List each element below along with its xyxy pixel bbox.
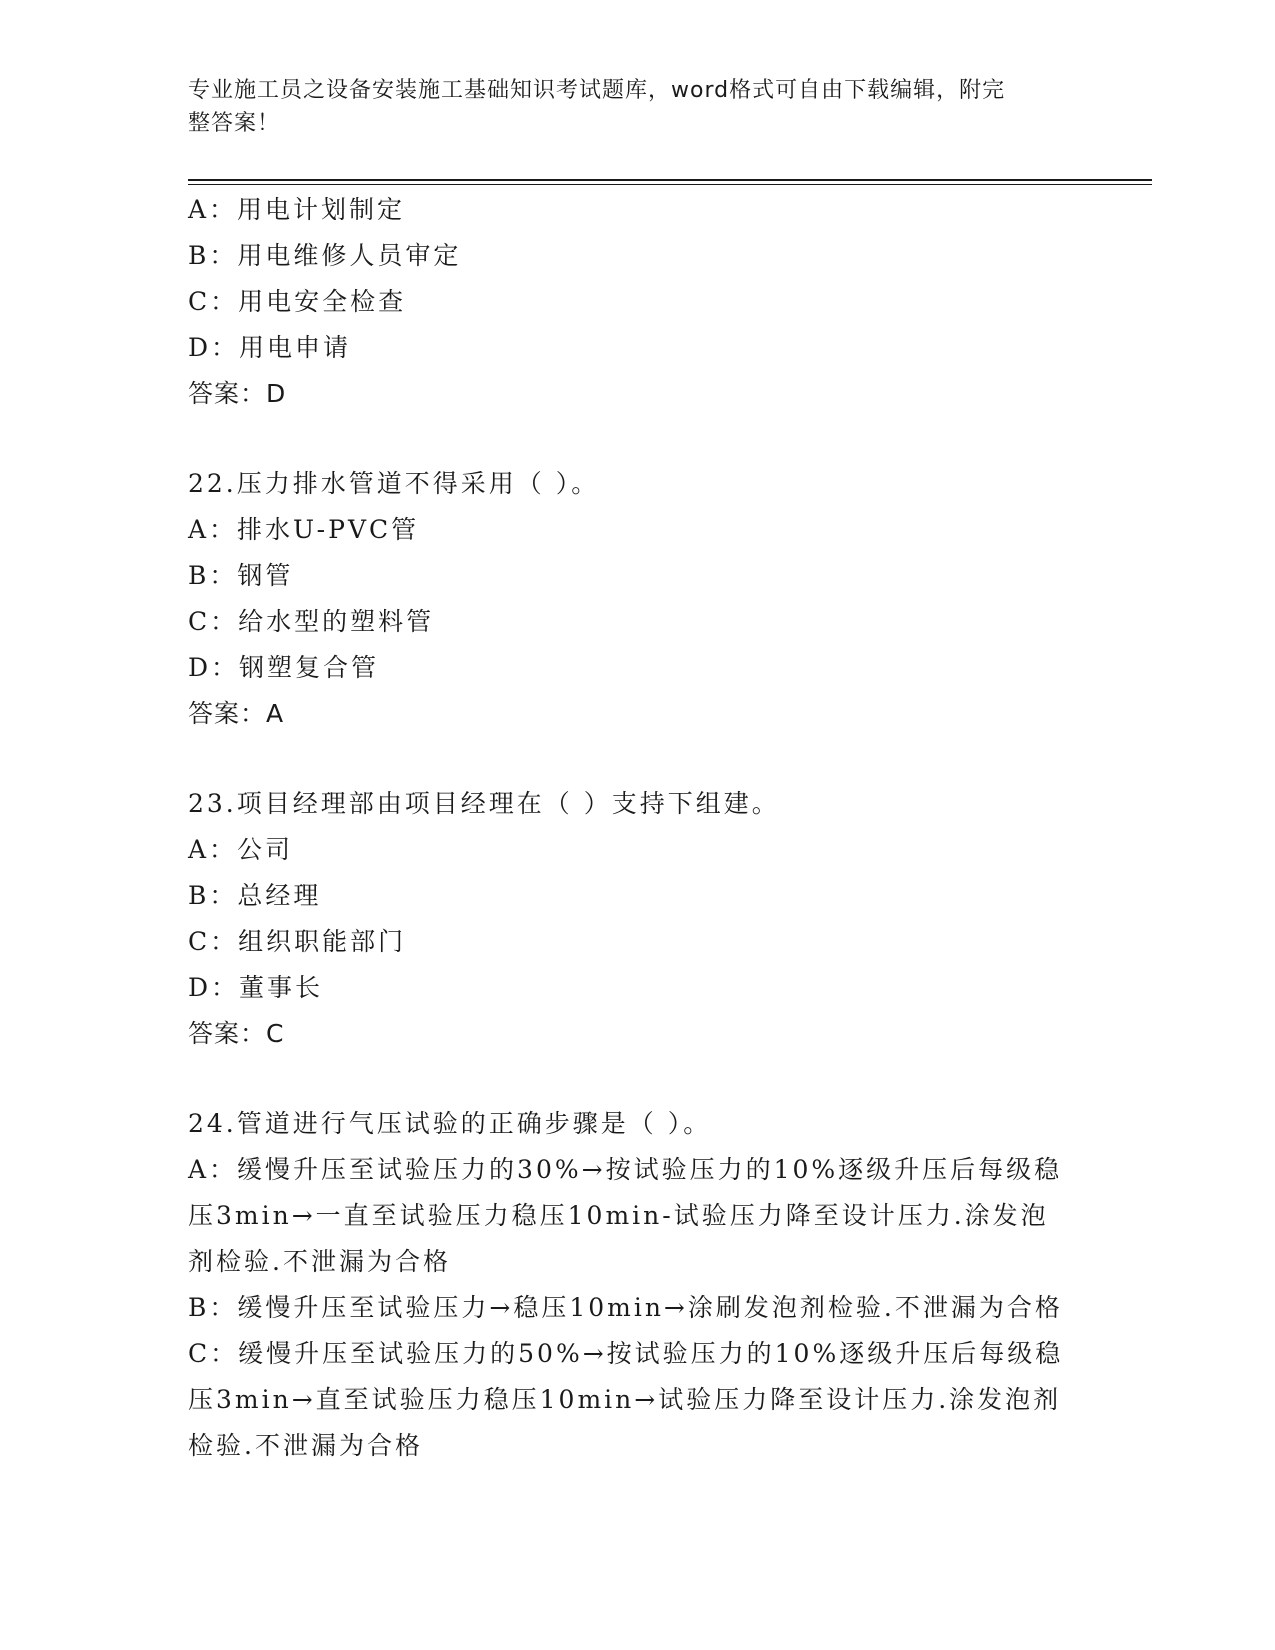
question-23	[188, 781, 1088, 1057]
option-c: C：用电安全检查	[188, 287, 407, 316]
answer: 答案：D	[188, 379, 287, 408]
option-b: B：钢管	[188, 561, 294, 590]
option-a: A：公司	[188, 835, 294, 864]
option-d: D：用电申请	[188, 333, 352, 362]
option-c-line-2: 压3min→直至试验压力稳压10min→试验压力降至设计压力.涂发泡剂	[188, 1385, 1062, 1414]
option-a-line-3: 剂检验.不泄漏为合格	[188, 1247, 451, 1276]
option-b: B：总经理	[188, 881, 322, 910]
option-a-line-2: 压3min→一直至试验压力稳压10min-试验压力降至设计压力.涂发泡	[188, 1201, 1049, 1230]
option-c-line-3: 检验.不泄漏为合格	[188, 1431, 423, 1460]
question-text: 22.压力排水管道不得采用（ ）。	[188, 469, 600, 498]
question-21-options	[188, 187, 1088, 417]
answer: 答案：C	[188, 1019, 285, 1048]
answer: 答案：A	[188, 699, 285, 728]
question-22	[188, 461, 1088, 737]
question-list	[188, 187, 1088, 1469]
header-line-1: 专业施工员之设备安装施工基础知识考试题库，word格式可自由下载编辑，附完	[188, 78, 1006, 103]
option-c-line-1: C：缓慢升压至试验压力的50%→按试验压力的10%逐级升压后每级稳	[188, 1339, 1064, 1368]
option-b-line-1: B：缓慢升压至试验压力→稳压10min→涂刷发泡剂检验.不泄漏为合格	[188, 1293, 1063, 1322]
spacer	[188, 417, 1088, 461]
option-a	[188, 1147, 1088, 1285]
option-d: D：钢塑复合管	[188, 653, 380, 682]
option-c	[188, 1331, 1088, 1469]
header-divider-thin	[188, 184, 1152, 185]
option-c: C：组织职能部门	[188, 927, 407, 956]
option-a: A：排水U-PVC管	[188, 515, 420, 544]
question-text: 24.管道进行气压试验的正确步骤是（ ）。	[188, 1109, 712, 1138]
option-b	[188, 1285, 1088, 1331]
document-header	[188, 74, 1068, 140]
option-a-line-1: A：缓慢升压至试验压力的30%→按试验压力的10%逐级升压后每级稳	[188, 1155, 1063, 1184]
question-text: 23.项目经理部由项目经理在（ ）支持下组建。	[188, 789, 780, 818]
spacer	[188, 1057, 1088, 1101]
option-d: D：董事长	[188, 973, 324, 1002]
question-24	[188, 1101, 1088, 1469]
option-c: C：给水型的塑料管	[188, 607, 435, 636]
option-a: A：用电计划制定	[188, 195, 406, 224]
header-divider-thick	[188, 179, 1152, 181]
spacer	[188, 737, 1088, 781]
header-line-2: 整答案！	[188, 111, 281, 136]
option-b: B：用电维修人员审定	[188, 241, 462, 270]
